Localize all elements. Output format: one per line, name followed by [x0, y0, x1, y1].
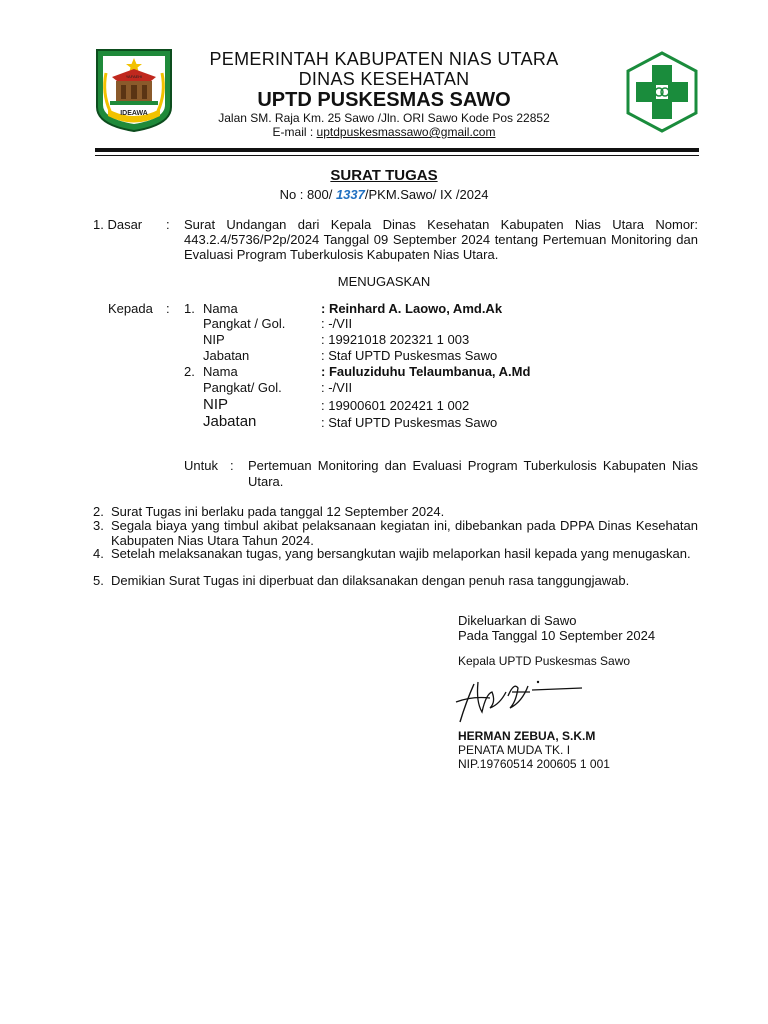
person-1-name-value: : Reinhard A. Laowo, Amd.Ak	[321, 301, 503, 316]
person-2-name-label: Nama	[203, 364, 238, 379]
point-2-text: Surat Tugas ini berlaku pada tanggal 12 September 2024.	[111, 504, 445, 519]
email-link[interactable]: uptdpuskesmassawo@gmail.com	[316, 125, 496, 139]
person-2-position-value: : Staf UPTD Puskesmas Sawo	[321, 415, 498, 430]
kepada-colon: :	[166, 301, 170, 316]
left-logo-banner-text: IDEAWA	[120, 110, 148, 117]
letter-number	[0, 187, 768, 202]
untuk-text: Pertemuan Monitoring dan Evaluasi Program Tuberkulosis Kabupaten Nias Utara.	[248, 458, 698, 489]
point-3-number: 3.	[93, 518, 104, 533]
dasar-text: Surat Undangan dari Kepala Dinas Kesehatan Kabupaten Nias Utara Nomor: 443.2.4/5736/P2p/2024 Tanggal 09 September 2024 tentang Pertemuan Monitoring dan Evaluasi Program Tuberkulosis Kabupaten Nias Utara.	[184, 217, 698, 262]
person-2-nip-label: NIP	[203, 396, 229, 413]
person-1-nip-label: NIP	[203, 332, 225, 347]
point-4-number: 4.	[93, 546, 104, 561]
letterhead-divider-thin	[95, 155, 699, 156]
right-health-logo	[626, 51, 698, 133]
letter-number-highlight: 1337	[335, 187, 365, 202]
dasar-colon: :	[166, 217, 170, 232]
email-label: E-mail :	[272, 125, 314, 139]
person-2-rank-label: Pangkat/ Gol.	[203, 380, 282, 395]
signer-nip: NIP.19760514 200605 1 001	[458, 757, 610, 771]
person-1-nip-value: : 19921018 202321 1 003	[321, 332, 470, 347]
left-logo-top-text: YAFAEHI	[125, 74, 143, 79]
point-5-number: 5.	[93, 573, 104, 588]
untuk-colon: :	[230, 458, 234, 473]
letterhead-government: PEMERINTAH KABUPATEN NIAS UTARA	[209, 49, 559, 69]
person-2-rank-value: : -/VII	[321, 380, 353, 395]
person-1-name-label: Nama	[203, 301, 238, 316]
point-2-number: 2.	[93, 504, 104, 519]
letterhead-department: DINAS KESEHATAN	[298, 69, 470, 89]
letter-number-prefix: No : 800/	[279, 187, 336, 202]
person-2-position-label: Jabatan	[203, 413, 257, 430]
point-4-text: Setelah melaksanakan tugas, yang bersangkutan wajib melaporkan hasil kepada yang menugaskan.	[111, 546, 691, 561]
person-2-nip-value: : 19900601 202421 1 002	[321, 398, 470, 413]
letterhead-address: Jalan SM. Raja Km. 25 Sawo /Jln. ORI Sawo Kode Pos 22852	[218, 111, 550, 125]
person-1-rank-value: : -/VII	[321, 316, 353, 331]
person-2-number: 2.	[184, 364, 195, 379]
signer-position: Kepala UPTD Puskesmas Sawo	[458, 654, 631, 668]
kepada-label: Kepada	[108, 301, 153, 316]
issued-at: Dikeluarkan di Sawo	[458, 613, 577, 628]
person-2-name-value: : Fauluziduhu Telaumbanua, A.Md	[321, 364, 531, 379]
person-1-position-value: : Staf UPTD Puskesmas Sawo	[321, 348, 498, 363]
dasar-label: 1. Dasar	[93, 217, 143, 232]
signer-rank: PENATA MUDA TK. I	[458, 743, 571, 757]
untuk-label: Untuk	[184, 458, 218, 473]
letter-number-suffix: /PKM.Sawo/ IX /2024	[364, 187, 489, 202]
person-1-position-label: Jabatan	[203, 348, 250, 363]
issued-date: Pada Tanggal 10 September 2024	[458, 628, 656, 643]
person-1-rank-label: Pangkat / Gol.	[203, 316, 286, 331]
menugaskan-heading: MENUGASKAN	[337, 274, 431, 289]
letterhead-divider-thick	[95, 148, 699, 152]
letter-title: SURAT TUGAS	[330, 167, 438, 184]
signer-name: HERMAN ZEBUA, S.K.M	[458, 729, 596, 743]
handwritten-signature	[452, 672, 587, 728]
letterhead-institution: UPTD PUSKESMAS SAWO	[257, 89, 511, 111]
point-5-text: Demikian Surat Tugas ini diperbuat dan dilaksanakan dengan penuh rasa tanggungjawab.	[111, 573, 630, 588]
point-3-text: Segala biaya yang timbul akibat pelaksanaan kegiatan ini, dibebankan pada DPPA Dinas Kesehatan Kabupaten Nias Utara Tahun 2024.	[111, 518, 698, 548]
person-1-number: 1.	[184, 301, 195, 316]
